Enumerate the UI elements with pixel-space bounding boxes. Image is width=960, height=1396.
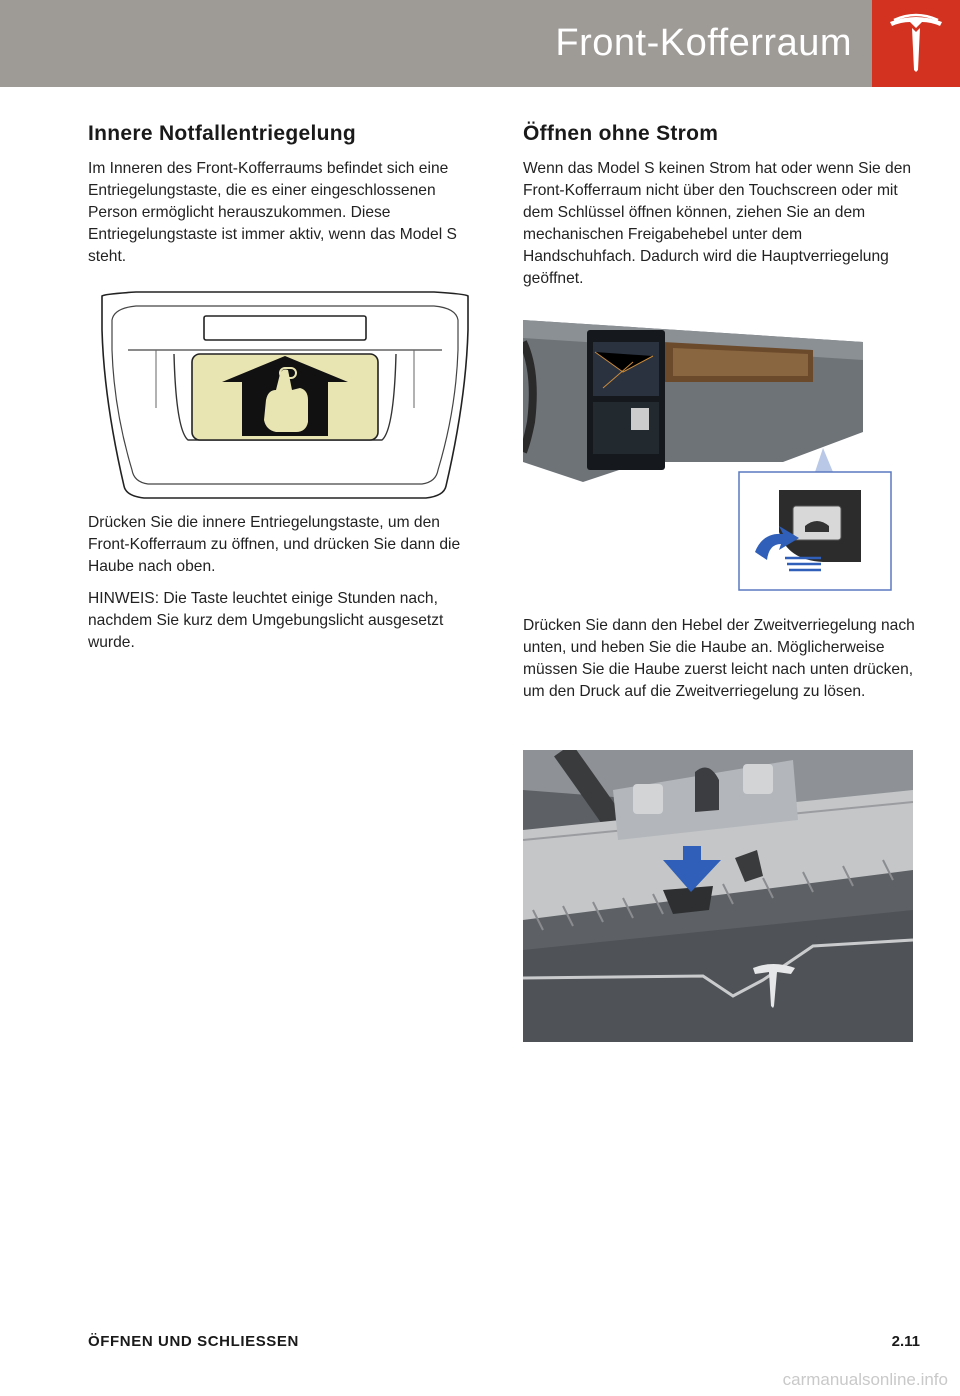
left-column — [88, 122, 480, 278]
emergency-release-instructions: Drücken Sie die innere Entriegelungstaste, um den Front-Kofferraum zu öffnen, und drücken Sie dann die Haube nach oben. — [88, 514, 461, 575]
dashboard-release-lever-illustration — [523, 312, 895, 594]
right-column-middle — [523, 615, 915, 713]
secondary-latch-illustration — [523, 750, 913, 1042]
footer-page-number: 2.11 — [891, 1333, 920, 1350]
emergency-release-intro: Im Inneren des Front-Kofferraums befindet sich eine Entriegelungstaste, die es einer eingeschlossenen Person ermöglicht herauszukommen. Diese Entriegelungstaste ist immer aktiv, wenn das Model S steht. — [88, 160, 457, 265]
emergency-release-note: HINWEIS: Die Taste leuchtet einige Stunden nach, nachdem Sie kurz dem Umgebungslicht ausgesetzt wurde. — [88, 590, 444, 651]
section-heading-emergency-release: Innere Notfallentriegelung — [88, 122, 356, 145]
section-heading-open-without-power: Öffnen ohne Strom — [523, 122, 719, 145]
right-column — [523, 122, 915, 300]
left-column-lower — [88, 512, 480, 664]
open-without-power-intro: Wenn das Model S keinen Strom hat oder wenn Sie den Front-Kofferraum nicht über den Touchscreen oder mit dem Schlüssel öffnen können, ziehen Sie an dem mechanischen Freigabehebel unter dem Handschuhfach. Dadurch wird die Hauptverriegelung geöffnet. — [523, 160, 912, 287]
emergency-release-button-illustration — [96, 290, 474, 502]
secondary-latch-instructions: Drücken Sie dann den Hebel der Zweitverriegelung nach unten, und heben Sie die Haube an. Möglicherweise müssen Sie die Haube zuerst leicht nach unten drücken, um den Druck auf die Zweitverriegelung zu lösen. — [523, 617, 915, 700]
watermark-text: carmanualsonline.info — [782, 1370, 948, 1389]
tesla-logo-icon — [886, 12, 946, 74]
page-header — [0, 0, 960, 87]
page-title: Front-Kofferraum — [555, 22, 852, 64]
brand-logo-box — [872, 0, 960, 87]
footer-section-name: ÖFFNEN UND SCHLIESSEN — [88, 1333, 299, 1350]
